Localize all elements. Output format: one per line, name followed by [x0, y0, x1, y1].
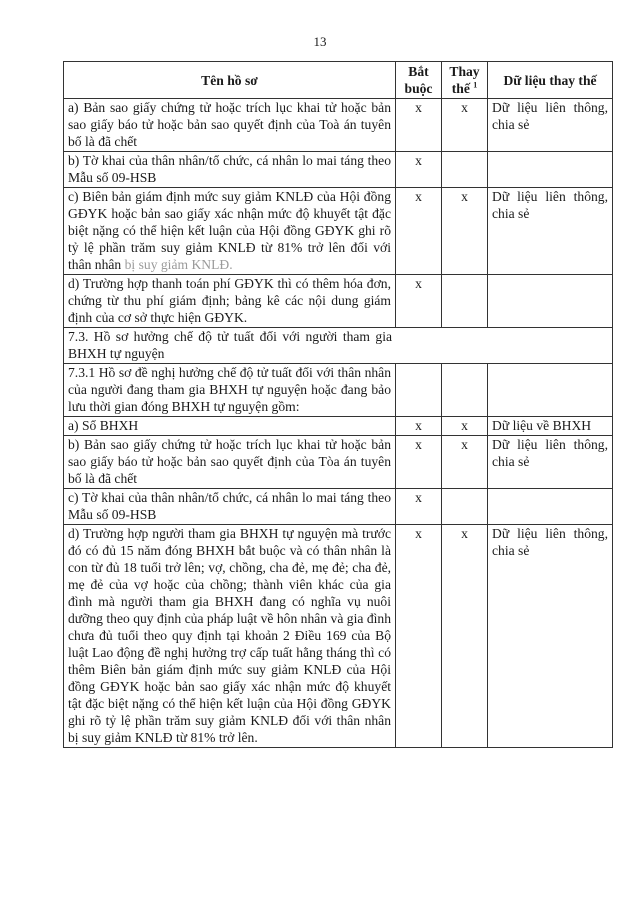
section-title-text: 7.3. Hồ sơ hưởng chế độ tử tuất đối với người tham gia BHXH tự nguyện — [68, 329, 392, 361]
row-3-name — [64, 188, 396, 275]
subsection-row — [64, 364, 613, 417]
table-row — [64, 152, 613, 188]
header-name: Tên hồ sơ — [64, 62, 396, 99]
row-7-alt — [488, 489, 613, 525]
table-row — [64, 275, 613, 328]
row-2-alt — [488, 152, 613, 188]
table-header-row — [64, 62, 613, 99]
table-row — [64, 436, 613, 489]
row-1-required: x — [396, 99, 442, 152]
subsection-alt — [488, 364, 613, 417]
row-2-name: b) Tờ khai của thân nhân/tổ chức, cá nhân lo mai táng theo Mẫu số 09-HSB — [64, 152, 396, 188]
row-4-replace — [442, 275, 488, 328]
table-row — [64, 489, 613, 525]
row-4-name: d) Trường hợp thanh toán phí GĐYK thì có thêm hóa đơn, chứng từ thu phí giám định; bảng kê các nội dung giám định của cơ sở thực hiện GĐYK. — [64, 275, 396, 328]
row-6-alt: Dữ liệu liên thông, chia sẻ — [488, 436, 613, 489]
row-3-name-faded: bị suy giảm KNLĐ. — [121, 257, 233, 272]
header-replace — [442, 62, 488, 99]
page-number: 13 — [313, 34, 327, 49]
row-7-name: c) Tờ khai của thân nhân/tổ chức, cá nhân lo mai táng theo Mẫu số 09-HSB — [64, 489, 396, 525]
header-replace-footnote: 1 — [473, 80, 478, 90]
row-6-replace: x — [442, 436, 488, 489]
records-table — [63, 61, 613, 748]
row-3-required: x — [396, 188, 442, 275]
row-3-alt: Dữ liệu liên thông, chia sẻ — [488, 188, 613, 275]
row-5-alt: Dữ liệu về BHXH — [488, 417, 613, 436]
row-7-required: x — [396, 489, 442, 525]
header-required: Bắt buộc — [396, 62, 442, 99]
header-alt-data: Dữ liệu thay thế — [488, 62, 613, 99]
row-1-name: a) Bản sao giấy chứng tử hoặc trích lục khai tử hoặc bản sao giấy báo tử hoặc bản sao quyết định của Toà án tuyên bố là đã chết — [64, 99, 396, 152]
row-2-replace — [442, 152, 488, 188]
row-6-required: x — [396, 436, 442, 489]
table-row — [64, 417, 613, 436]
row-4-required: x — [396, 275, 442, 328]
row-1-replace: x — [442, 99, 488, 152]
row-8-required: x — [396, 525, 442, 748]
row-4-alt — [488, 275, 613, 328]
row-7-replace — [442, 489, 488, 525]
header-replace-label: Thay thế — [449, 64, 480, 96]
row-8-name: d) Trường hợp người tham gia BHXH tự nguyện mà trước đó có đủ 15 năm đóng BHXH bắt buộc và có thân nhân là con từ đủ 18 tuổi trở lên; vợ, chồng, cha đẻ, mẹ đẻ; cha đẻ, mẹ đẻ của vợ hoặc của chồng; thành viên khác của gia đình mà người tham gia BHXH đang có nghĩa vụ nuôi dưỡng theo quy định của pháp luật về hôn nhân và gia đình chưa đủ tuổi theo quy định tại khoản 2 Điều 169 của Bộ luật Lao động đề nghị hưởng trợ cấp tuất hằng tháng thì có thêm Biên bản giám định mức suy giảm KNLĐ của Hội đồng GĐYK hoặc bản sao giấy xác nhận mức độ khuyết tật đặc biệt nặng có thể hiện kết luận của Hội đồng GĐYK ghi rõ tỷ lệ phần trăm suy giảm KNLĐ đối với thân nhân bị suy giảm KNLĐ từ 81% trở lên. — [64, 525, 396, 748]
row-3-name-text: c) Biên bản giám định mức suy giảm KNLĐ của Hội đồng GĐYK hoặc bản sao giấy xác nhận mức độ khuyết tật đặc biệt nặng có thể hiện kết luận của Hội đồng GĐYK ghi rõ tỷ lệ phần trăm suy giảm KNLĐ từ 81% trở lên đối với thân nhân — [68, 189, 391, 272]
row-6-name: b) Bản sao giấy chứng tử hoặc trích lục khai tử hoặc bản sao giấy báo tử hoặc bản sao quyết định của Tòa án tuyên bố là đã chết — [64, 436, 396, 489]
table-row — [64, 188, 613, 275]
section-row — [64, 328, 613, 364]
row-8-replace: x — [442, 525, 488, 748]
row-1-alt: Dữ liệu liên thông, chia sẻ — [488, 99, 613, 152]
row-8-alt: Dữ liệu liên thông, chia sẻ — [488, 525, 613, 748]
table-row — [64, 525, 613, 748]
subsection-replace — [442, 364, 488, 417]
row-3-replace: x — [442, 188, 488, 275]
table-row — [64, 99, 613, 152]
row-5-name: a) Sổ BHXH — [64, 417, 396, 436]
row-2-required: x — [396, 152, 442, 188]
section-title — [64, 328, 613, 364]
subsection-required — [396, 364, 442, 417]
row-5-required: x — [396, 417, 442, 436]
subsection-title: 7.3.1 Hồ sơ đề nghị hưởng chế độ tử tuất đối với thân nhân của người đang tham gia BHXH tự nguyện hoặc đang bảo lưu thời gian đóng BHXH tự nguyện gồm: — [64, 364, 396, 417]
row-5-replace: x — [442, 417, 488, 436]
